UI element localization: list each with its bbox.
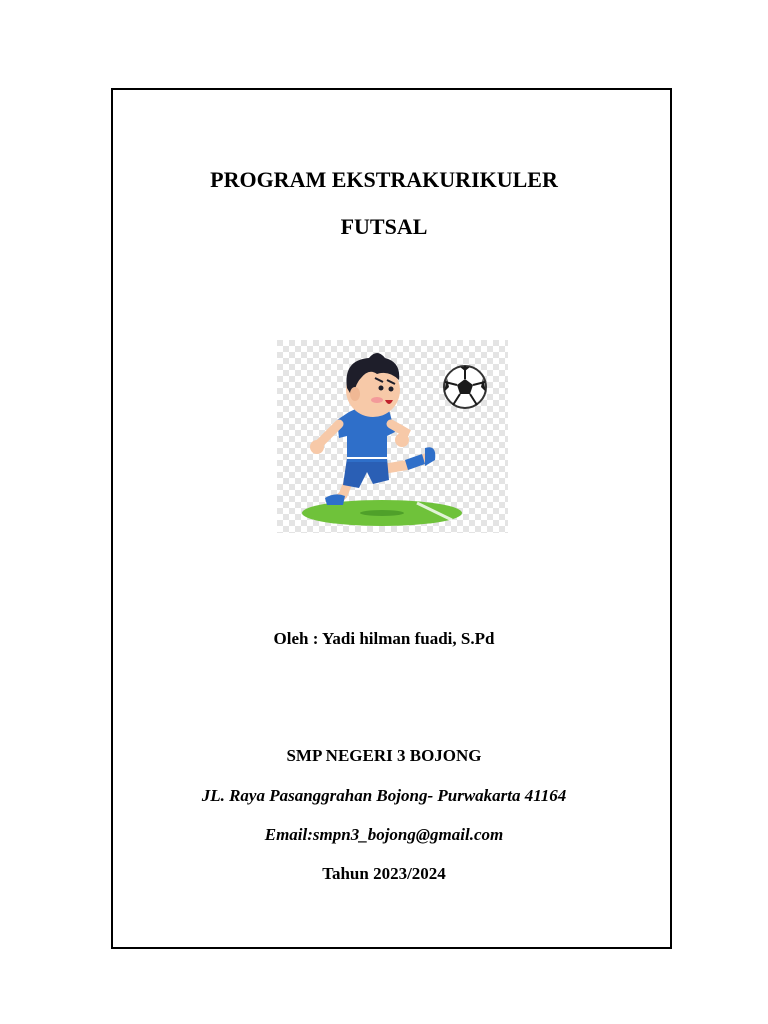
author-line: Oleh : Yadi hilman fuadi, S.Pd bbox=[273, 629, 495, 648]
soccer-ball-icon bbox=[444, 366, 486, 408]
academic-year: Tahun 2023/2024 bbox=[322, 864, 446, 883]
field-shadow bbox=[360, 510, 404, 516]
player-ear bbox=[350, 387, 360, 401]
futsal-player-illustration bbox=[277, 340, 508, 533]
school-address: JL. Raya Pasanggrahan Bojong- Purwakarta 41164 bbox=[201, 786, 567, 805]
document-subtitle: FUTSAL bbox=[340, 214, 428, 239]
school-name: SMP NEGERI 3 BOJONG bbox=[286, 746, 482, 765]
school-email: Email:smpn3_bojong@gmail.com bbox=[264, 825, 504, 844]
document-title: PROGRAM EKSTRAKURIKULER bbox=[210, 167, 558, 192]
